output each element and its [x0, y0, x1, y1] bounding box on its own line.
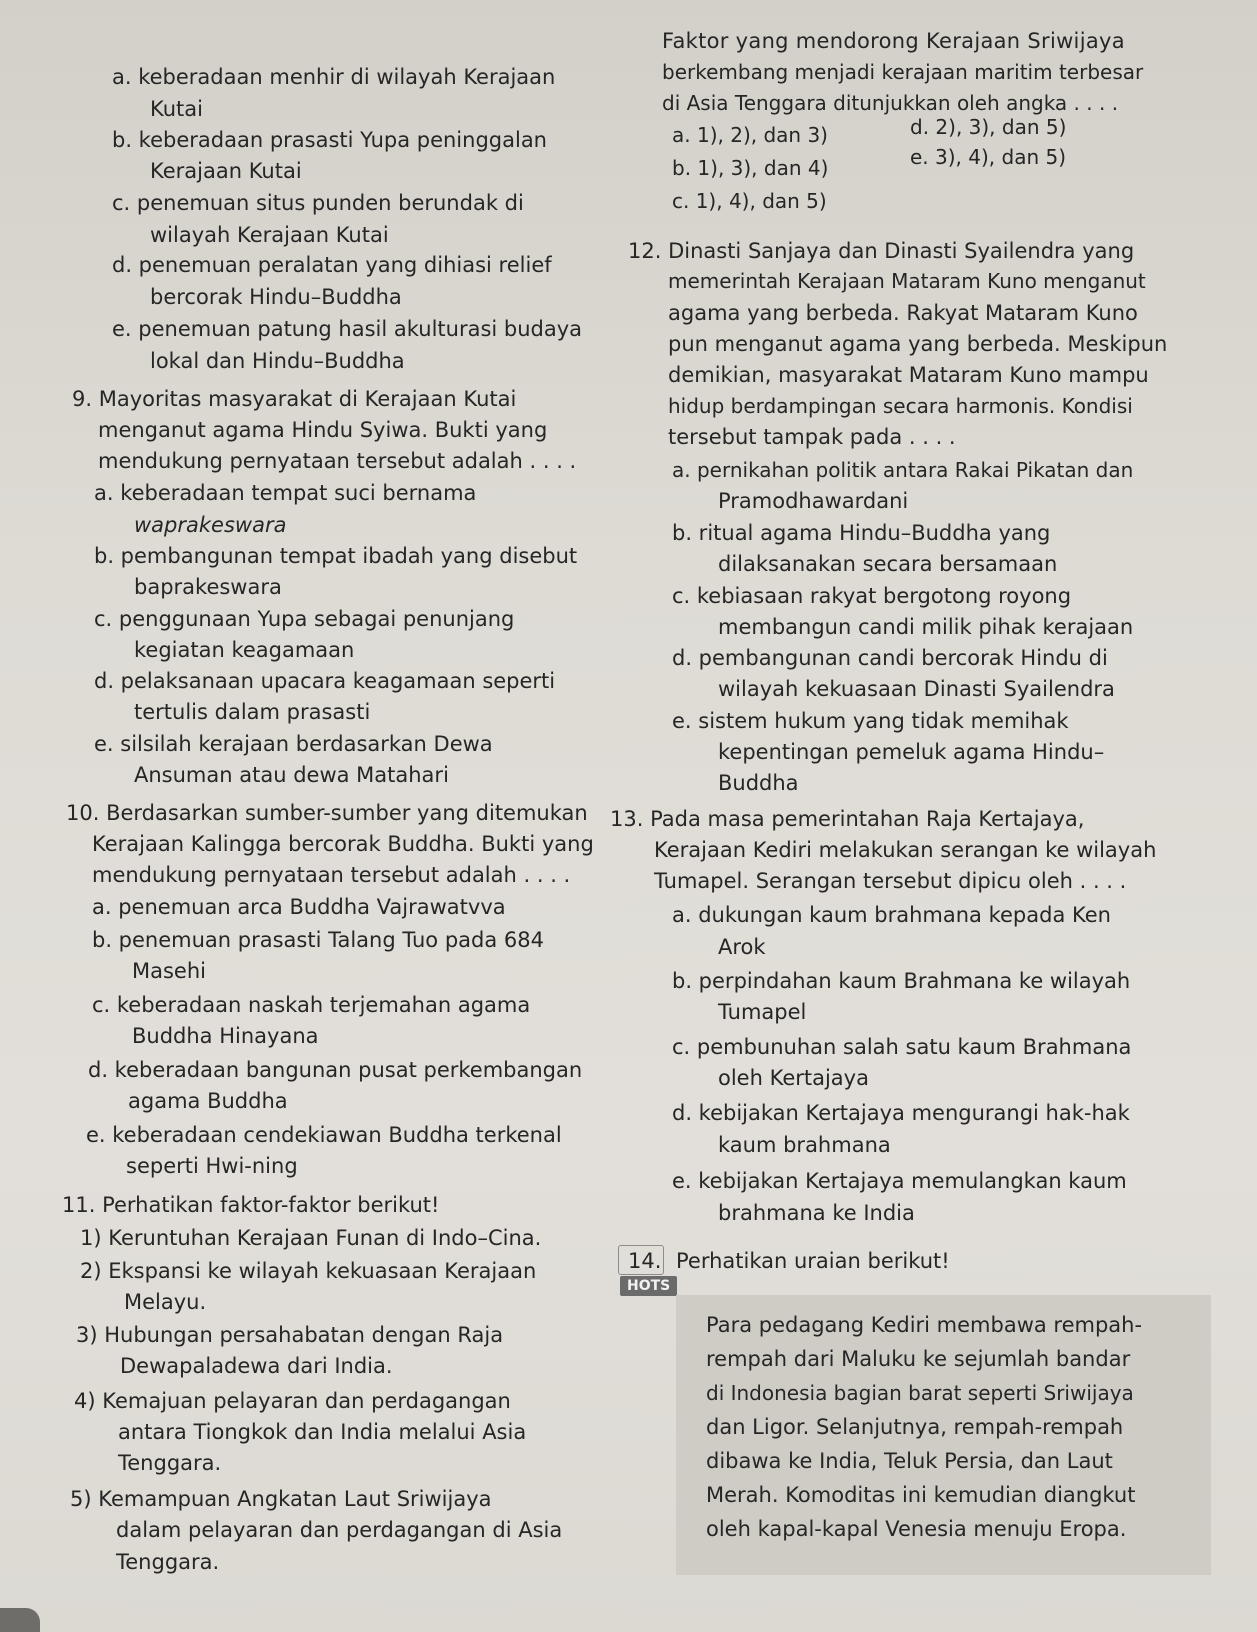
q8-option-d-cont: bercorak Hindu–Buddha	[150, 285, 402, 309]
q9-option-a-cont: waprakeswara	[134, 513, 287, 537]
q10-option-b: b. penemuan prasasti Talang Tuo pada 684	[92, 928, 544, 952]
q11-item-5: 5) Kemampuan Angkatan Laut Sriwijaya	[70, 1487, 492, 1511]
q13-option-e-cont: brahmana ke India	[718, 1201, 915, 1225]
q11-item-4-cont-1: antara Tiongkok dan India melalui Asia	[118, 1420, 527, 1444]
q9-option-d: d. pelaksanaan upacara keagamaan seperti	[94, 669, 556, 693]
q10-option-b-cont: Masehi	[132, 959, 206, 983]
q12-option-e-cont-2: Buddha	[718, 771, 799, 795]
q12-option-c: c. kebiasaan rakyat bergotong royong	[672, 584, 1072, 608]
q10-option-c-cont: Buddha Hinayana	[132, 1024, 319, 1048]
q10-option-d: d. keberadaan bangunan pusat perkembangan	[88, 1058, 583, 1082]
q11-question-1: Faktor yang mendorong Kerajaan Sriwijaya	[662, 29, 1125, 53]
q11-item-5-cont-2: Tenggara.	[116, 1550, 220, 1574]
q11-option-b: b. 1), 3), dan 4)	[672, 156, 829, 180]
q11-item-3: 3) Hubungan persahabatan dengan Raja	[76, 1323, 504, 1347]
q10-option-d-cont: agama Buddha	[128, 1089, 288, 1113]
q9-option-b: b. pembangunan tempat ibadah yang disebut	[94, 544, 578, 568]
q10-option-c: c. keberadaan naskah terjemahan agama	[92, 993, 531, 1017]
q9-stem-2: menganut agama Hindu Syiwa. Bukti yang	[98, 418, 548, 442]
q12-option-b-cont: dilaksanakan secara bersamaan	[718, 552, 1058, 576]
q12-option-a-cont: Pramodhawardani	[718, 489, 909, 513]
q11-option-a: a. 1), 2), dan 3)	[672, 123, 828, 147]
q11-question-3: di Asia Tenggara ditunjukkan oleh angka . . . .	[662, 91, 1119, 115]
q13-option-e: e. kebijakan Kertajaya memulangkan kaum	[672, 1169, 1127, 1193]
q10-stem-3: mendukung pernyataan tersebut adalah . . . .	[92, 863, 571, 887]
q8-option-c-cont: wilayah Kerajaan Kutai	[150, 223, 389, 247]
q14-passage-line-3: di Indonesia bagian barat seperti Sriwijaya	[706, 1381, 1134, 1405]
q8-option-d: d. penemuan peralatan yang dihiasi relief	[112, 253, 552, 277]
q13-stem-1: 13. Pada masa pemerintahan Raja Kertajaya,	[610, 807, 1085, 831]
q14-passage-line-1: Para pedagang Kediri membawa rempah-	[706, 1313, 1143, 1337]
q9-option-c: c. penggunaan Yupa sebagai penunjang	[94, 607, 515, 631]
q14-number: 14.	[628, 1249, 662, 1273]
q12-stem-7: tersebut tampak pada . . . .	[668, 425, 956, 449]
q12-stem-1: 12. Dinasti Sanjaya dan Dinasti Syailendra yang	[628, 239, 1135, 263]
q11-option-e: e. 3), 4), dan 5)	[910, 145, 1067, 169]
hots-badge: HOTS	[620, 1276, 677, 1296]
q11-item-5-cont-1: dalam pelayaran dan perdagangan di Asia	[116, 1518, 563, 1542]
q9-option-b-cont: baprakeswara	[134, 575, 282, 599]
q12-option-d-cont: wilayah kekuasaan Dinasti Syailendra	[718, 677, 1115, 701]
q9-option-e-cont: Ansuman atau dewa Matahari	[134, 763, 449, 787]
q11-item-3-cont: Dewapaladewa dari India.	[120, 1354, 393, 1378]
q11-item-2-cont: Melayu.	[124, 1290, 207, 1314]
q12-stem-5: demikian, masyarakat Mataram Kuno mampu	[668, 363, 1149, 387]
q11-option-c: c. 1), 4), dan 5)	[672, 189, 827, 213]
q13-option-c-cont: oleh Kertajaya	[718, 1066, 869, 1090]
q12-stem-3: agama yang berbeda. Rakyat Mataram Kuno	[668, 301, 1138, 325]
q13-option-b-cont: Tumapel	[718, 1000, 807, 1024]
q11-item-4: 4) Kemajuan pelayaran dan perdagangan	[74, 1389, 511, 1413]
q12-stem-6: hidup berdampingan secara harmonis. Kondisi	[668, 394, 1133, 418]
q10-option-e-cont: seperti Hwi-ning	[126, 1154, 298, 1178]
q14-passage-line-5: dibawa ke India, Teluk Persia, dan Laut	[706, 1449, 1113, 1473]
q9-option-e: e. silsilah kerajaan berdasarkan Dewa	[94, 732, 493, 756]
q10-option-a: a. penemuan arca Buddha Vajrawatvva	[92, 895, 506, 919]
q9-stem-3: mendukung pernyataan tersebut adalah . . . .	[98, 449, 577, 473]
q10-stem-1: 10. Berdasarkan sumber-sumber yang ditemukan	[66, 801, 588, 825]
q13-option-c: c. pembunuhan salah satu kaum Brahmana	[672, 1035, 1132, 1059]
q9-option-d-cont: tertulis dalam prasasti	[134, 700, 371, 724]
q14-passage-line-6: Merah. Komoditas ini kemudian diangkut	[706, 1483, 1136, 1507]
q8-option-b: b. keberadaan prasasti Yupa peninggalan	[112, 128, 547, 152]
q14-passage-line-2: rempah dari Maluku ke sejumlah bandar	[706, 1347, 1131, 1371]
q8-option-b-cont: Kerajaan Kutai	[150, 159, 302, 183]
q12-option-c-cont: membangun candi milik pihak kerajaan	[718, 615, 1134, 639]
q13-stem-3: Tumapel. Serangan tersebut dipicu oleh . . . .	[654, 869, 1127, 893]
q10-option-e: e. keberadaan cendekiawan Buddha terkenal	[86, 1123, 562, 1147]
q12-option-d: d. pembangunan candi bercorak Hindu di	[672, 646, 1108, 670]
q14-prompt: Perhatikan uraian berikut!	[676, 1249, 950, 1273]
q12-option-b: b. ritual agama Hindu–Buddha yang	[672, 521, 1051, 545]
q13-option-d-cont: kaum brahmana	[718, 1133, 891, 1157]
q9-option-a: a. keberadaan tempat suci bernama	[94, 481, 477, 505]
q14-passage-line-4: dan Ligor. Selanjutnya, rempah-rempah	[706, 1415, 1124, 1439]
q13-stem-2: Kerajaan Kediri melakukan serangan ke wilayah	[654, 838, 1157, 862]
q10-stem-2: Kerajaan Kalingga bercorak Buddha. Bukti yang	[92, 832, 594, 856]
q11-item-1: 1) Keruntuhan Kerajaan Funan di Indo–Cina.	[80, 1226, 542, 1250]
q9-stem-1: 9. Mayoritas masyarakat di Kerajaan Kutai	[72, 387, 517, 411]
q12-option-e: e. sistem hukum yang tidak memihak	[672, 709, 1069, 733]
page-corner-shadow	[0, 1608, 40, 1632]
q13-option-a-cont: Arok	[718, 935, 766, 959]
q13-option-b: b. perpindahan kaum Brahmana ke wilayah	[672, 969, 1131, 993]
q12-stem-4: pun menganut agama yang berbeda. Meskipun	[668, 332, 1168, 356]
q12-option-a: a. pernikahan politik antara Rakai Pikatan dan	[672, 458, 1134, 482]
q8-option-e: e. penemuan patung hasil akulturasi budaya	[112, 317, 583, 341]
q8-option-a: a. keberadaan menhir di wilayah Kerajaan	[112, 65, 556, 89]
q13-option-a: a. dukungan kaum brahmana kepada Ken	[672, 903, 1111, 927]
q14-passage-box	[676, 1295, 1211, 1575]
q11-item-2: 2) Ekspansi ke wilayah kekuasaan Kerajaan	[80, 1259, 537, 1283]
q11-item-4-cont-2: Tenggara.	[118, 1451, 222, 1475]
q12-option-e-cont-1: kepentingan pemeluk agama Hindu–	[718, 740, 1105, 764]
q11-question-2: berkembang menjadi kerajaan maritim terbesar	[662, 60, 1144, 84]
q8-option-e-cont: lokal dan Hindu–Buddha	[150, 349, 405, 373]
q11-stem: 11. Perhatikan faktor-faktor berikut!	[62, 1193, 440, 1217]
q14-passage-line-7: oleh kapal-kapal Venesia menuju Eropa.	[706, 1517, 1127, 1541]
q11-option-d: d. 2), 3), dan 5)	[910, 115, 1067, 139]
q8-option-a-cont: Kutai	[150, 97, 203, 121]
q8-option-c: c. penemuan situs punden berundak di	[112, 191, 524, 215]
q12-stem-2: memerintah Kerajaan Mataram Kuno menganut	[668, 269, 1146, 293]
q9-option-c-cont: kegiatan keagamaan	[134, 638, 355, 662]
q13-option-d: d. kebijakan Kertajaya mengurangi hak-hak	[672, 1101, 1130, 1125]
